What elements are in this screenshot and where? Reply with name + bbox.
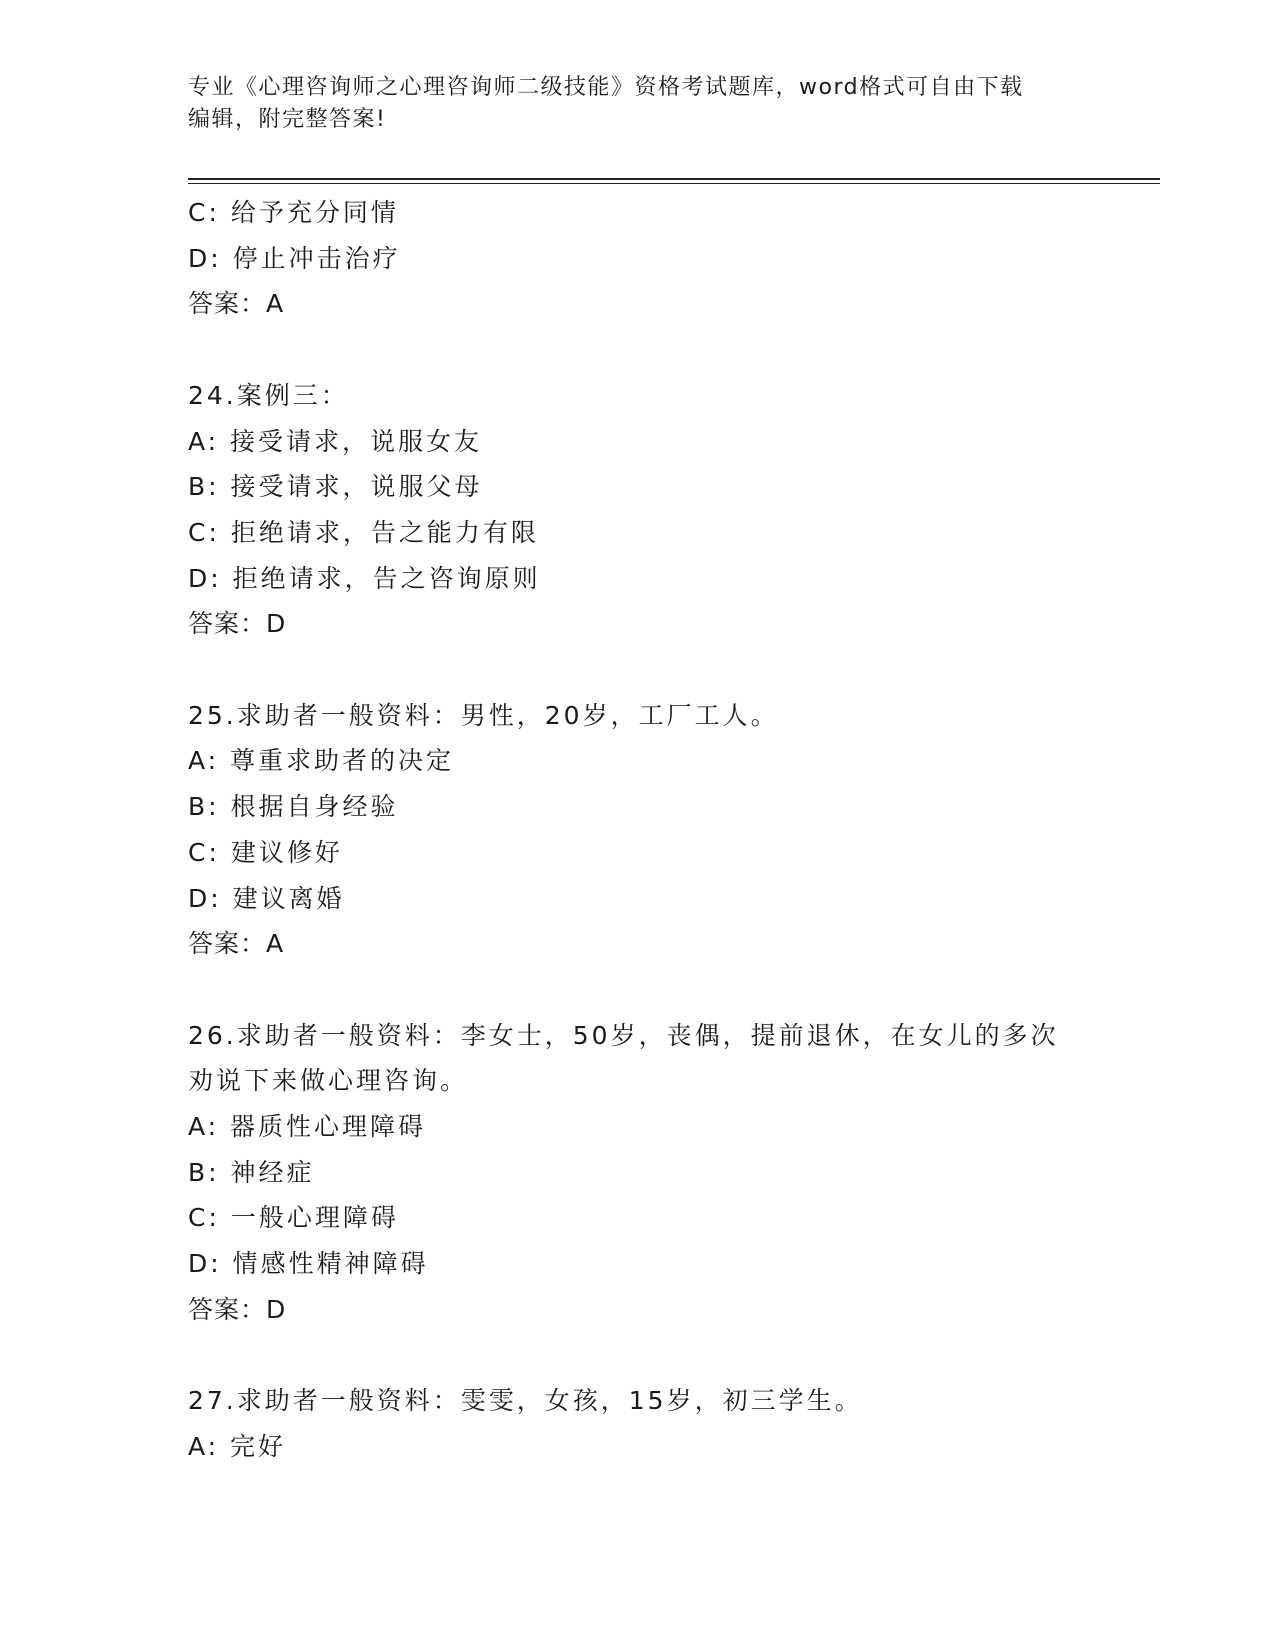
option-c: C: 给予充分同情 [188,198,399,227]
question-stem-line-2: 劝说下来做心理咨询。 [188,1066,469,1096]
question-23-tail [188,190,1160,327]
option-a: A: 器质性心理障碍 [188,1112,427,1142]
option-d: D: 情感性精神障碍 [188,1249,429,1279]
option-d: D: 拒绝请求，告之咨询原则 [188,563,541,593]
question-24 [188,373,1160,647]
option-c: C: 拒绝请求，告之能力有限 [188,517,539,547]
answer: 答案：A [188,289,285,319]
header-line-2: 编辑，附完整答案! [188,107,387,132]
question-list [188,190,1160,1470]
spacer [188,967,1160,1013]
spacer [188,327,1160,373]
option-a: A: 接受请求，说服女友 [188,426,483,456]
option-d: D: 建议离婚 [188,883,345,913]
document-header [188,72,1088,136]
question-stem: 25.求助者一般资料：男性，20岁，工厂工人。 [188,700,779,730]
header-divider-thick [188,178,1160,180]
question-stem: 24.案例三： [188,380,349,410]
option-b: B: 神经症 [188,1157,315,1187]
question-27 [188,1378,1160,1469]
option-a: A: 尊重求助者的决定 [188,746,455,776]
spacer [188,647,1160,693]
answer: 答案：D [188,1294,287,1324]
header-divider-thin [188,183,1160,184]
answer: 答案：D [188,609,287,639]
answer: 答案：A [188,929,285,959]
header-line-1: 专业《心理咨询师之心理咨询师二级技能》资格考试题库，word格式可自由下载 [188,75,1024,100]
spacer [188,1333,1160,1379]
question-26 [188,1013,1160,1333]
option-b: B: 接受请求，说服父母 [188,472,483,502]
option-a: A: 完好 [188,1431,287,1461]
option-c: C: 一般心理障碍 [188,1203,399,1233]
question-25 [188,693,1160,967]
option-c: C: 建议修好 [188,837,343,867]
question-stem: 27.求助者一般资料：雯雯，女孩，15岁，初三学生。 [188,1386,863,1416]
option-d: D: 停止冲击治疗 [188,243,401,273]
question-stem-line-1: 26.求助者一般资料：李女士，50岁，丧偶，提前退休，在女儿的多次 [188,1020,1059,1050]
option-b: B: 根据自身经验 [188,792,399,822]
